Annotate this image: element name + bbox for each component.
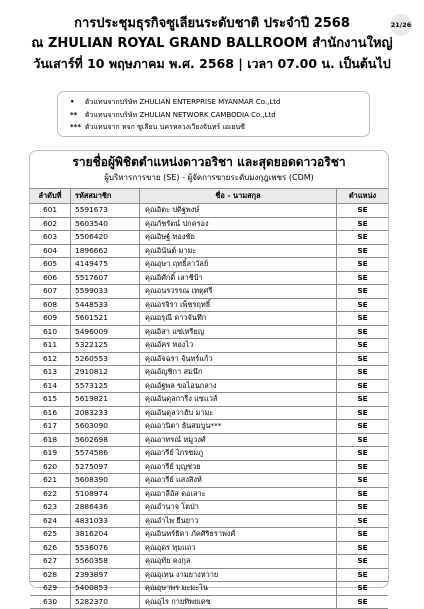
table-row (30, 325, 388, 339)
table-row (30, 312, 388, 326)
table-row (30, 393, 388, 407)
member-table (30, 188, 388, 609)
table-header-row (30, 189, 388, 204)
cell-position: SE (337, 339, 389, 353)
cell-member-id: 5517607 (71, 271, 140, 285)
table-row (30, 379, 388, 393)
cell-position: SE (337, 433, 389, 447)
cell-member-id: 5536076 (71, 541, 140, 555)
cell-name: คุณอุเทน งามยางหวาย (140, 568, 337, 582)
cell-member-id: 2393897 (71, 568, 140, 582)
cell-no: 611 (30, 339, 71, 353)
table-row (30, 568, 388, 582)
cell-name: คุณกัชรัตน์ ปกครอง (140, 217, 337, 231)
table-row (30, 258, 388, 272)
cell-position: SE (337, 217, 389, 231)
legend-note (70, 109, 369, 122)
cell-no: 615 (30, 393, 71, 407)
cell-no: 610 (30, 325, 71, 339)
cell-name: คุณอนรวรรณ เทตุศรี (140, 285, 337, 299)
cell-no: 604 (30, 244, 71, 258)
table-row (30, 406, 388, 420)
cell-position: SE (337, 271, 389, 285)
cell-position: SE (337, 514, 389, 528)
cell-position: SE (337, 231, 389, 245)
cell-no: 622 (30, 487, 71, 501)
cell-position: SE (337, 406, 389, 420)
cell-position: SE (337, 312, 389, 326)
cell-no: 621 (30, 474, 71, 488)
table-row (30, 420, 388, 434)
cell-name: คุณอารีย์ ไกรชมภู (140, 447, 337, 461)
cell-position: SE (337, 325, 389, 339)
table-row (30, 217, 388, 231)
header-date-line: วันเสาร์ที่ 10 พฤษภาคม พ.ศ. 2568 | เวลา 07.00 น. เป็นต้นไป (33, 56, 391, 71)
cell-no: 607 (30, 285, 71, 299)
cell-name: คุณอินทร์ธิดา ภัคศิริธราพงศ์ (140, 528, 337, 542)
table-row (30, 433, 388, 447)
cell-position: SE (337, 285, 389, 299)
table-row (30, 298, 388, 312)
cell-position: SE (337, 258, 389, 272)
cell-no: 623 (30, 501, 71, 515)
cell-no: 606 (30, 271, 71, 285)
cell-position: SE (337, 474, 389, 488)
cell-name: คุณอำนาจ โตป่า (140, 501, 337, 515)
cell-position: SE (337, 447, 389, 461)
table-row (30, 231, 388, 245)
list-title: รายชื่อผู้พิชิตตำแหน่งดาวอริชา และสุดยอดดาวอริชา (72, 155, 346, 169)
cell-position: SE (337, 244, 389, 258)
cell-no: 627 (30, 555, 71, 569)
cell-member-id: 5275097 (71, 460, 140, 474)
cell-name: คุณอินันต์ มามะ (140, 244, 337, 258)
member-list-panel (29, 150, 389, 606)
cell-member-id: 5599033 (71, 285, 140, 299)
cell-member-id: 5573125 (71, 379, 140, 393)
table-row (30, 474, 388, 488)
legend-text: ตัวแทนจาก หจก ซูเลียน นครหลวงเวียงจันทร์ เอเยนซี (85, 123, 246, 131)
cell-no: 625 (30, 528, 71, 542)
table-row (30, 244, 388, 258)
cell-name: คุณอุษาพร มะมะไน (140, 582, 337, 596)
column-header-position: ตำแหน่ง (337, 189, 389, 204)
cell-name: คุณอุไร กายทิพยเดช (140, 595, 337, 609)
cell-name: คุณอุทัย คงกุล (140, 555, 337, 569)
cell-position: SE (337, 555, 389, 569)
cell-position: SE (337, 366, 389, 380)
table-row (30, 514, 388, 528)
cell-name: คุณอานิตา ธันสมบูน*** (140, 420, 337, 434)
cell-position: SE (337, 501, 389, 515)
cell-name: คุณอาทรณ์ หมูวงศ์ (140, 433, 337, 447)
cell-name: คุณอิศักดิ์ เลาชีป้า (140, 271, 337, 285)
cell-name: คุณอารีย์ บุญช่วย (140, 460, 337, 474)
cell-name: คุณอันดุลวาฮับ มามะ (140, 406, 337, 420)
legend-text: ตัวแทนจากบริษัท ZHULIAN ENTERPRISE MYANMAR Co.,Ltd (85, 98, 281, 106)
table-row (30, 447, 388, 461)
cell-no: 601 (30, 204, 71, 218)
legend-note (70, 96, 369, 109)
cell-member-id: 5591673 (71, 204, 140, 218)
header-title-line: การประชุมธุรกิจซูเลียนระดับชาติ ประจำปี 2568 (74, 16, 350, 31)
cell-name: คุณอิษฐ์ ทองชัย (140, 231, 337, 245)
table-row (30, 541, 388, 555)
cell-no: 602 (30, 217, 71, 231)
cell-position: SE (337, 582, 389, 596)
cell-position: SE (337, 528, 389, 542)
cell-no: 613 (30, 366, 71, 380)
cell-no: 605 (30, 258, 71, 272)
table-body (30, 204, 388, 609)
table-row (30, 501, 388, 515)
column-header-no: ลำดับที่ (30, 189, 71, 204)
cell-name: คุณอิสา แซ่เหรียญ (140, 325, 337, 339)
cell-member-id: 4149475 (71, 258, 140, 272)
cell-position: SE (337, 298, 389, 312)
cell-position: SE (337, 393, 389, 407)
cell-name: คุณอันดุลการีง แซแวส์ (140, 393, 337, 407)
legend-mark: • (70, 98, 75, 106)
cell-member-id: 5108974 (71, 487, 140, 501)
cell-no: 608 (30, 298, 71, 312)
cell-member-id: 5400853 (71, 582, 140, 596)
cell-member-id: 4831033 (71, 514, 140, 528)
cell-position: SE (337, 420, 389, 434)
cell-name: คุณอรจิรา เพ็ชรฤทธิ์ (140, 298, 337, 312)
cell-name: คุณอำไพ ยืนยาว (140, 514, 337, 528)
cell-member-id: 5506420 (71, 231, 140, 245)
legend-text: ตัวแทนจากบริษัท ZHULIAN NETWORK CAMBODIA Co.,Ltd (85, 110, 276, 119)
cell-member-id: 5496009 (71, 325, 140, 339)
cell-member-id: 5601521 (71, 312, 140, 326)
cell-member-id: 2083233 (71, 406, 140, 420)
list-subtitle: ผู้บริหารการขาย (SE) - ผู้จัดการขายระดับมงกุฎเพชร (CDM) (104, 173, 314, 182)
cell-no: 609 (30, 312, 71, 326)
cell-name: คุณอัญชิกา สมนึก (140, 366, 337, 380)
cell-member-id: 5322125 (71, 339, 140, 353)
table-row (30, 595, 388, 609)
table-row (30, 555, 388, 569)
cell-name: คุณอุดร ทุมแถว (140, 541, 337, 555)
cell-member-id: 2886436 (71, 501, 140, 515)
cell-member-id: 5574586 (71, 447, 140, 461)
cell-member-id: 5448533 (71, 298, 140, 312)
cell-name: คุณอุษา ฤทธิ์ลาวัลย์ (140, 258, 337, 272)
column-header-name: ชื่อ - นามสกุล (140, 189, 337, 204)
cell-name: คุณอารีย์ แสงสิงห์ (140, 474, 337, 488)
cell-member-id: 5619821 (71, 393, 140, 407)
table-row (30, 204, 388, 218)
cell-member-id: 2910812 (71, 366, 140, 380)
cell-member-id: 5608390 (71, 474, 140, 488)
table-row (30, 487, 388, 501)
table-row (30, 366, 388, 380)
cell-no: 626 (30, 541, 71, 555)
cell-no: 624 (30, 514, 71, 528)
cell-position: SE (337, 204, 389, 218)
cell-name: คุณอาลีอัส ดอเลาะ (140, 487, 337, 501)
cell-no: 612 (30, 352, 71, 366)
table-row (30, 528, 388, 542)
table-row (30, 285, 388, 299)
table-row (30, 460, 388, 474)
cell-position: SE (337, 352, 389, 366)
cell-member-id: 5603090 (71, 420, 140, 434)
cell-position: SE (337, 487, 389, 501)
cell-name: คุณอิตะ ปดิฐพงษ์ (140, 204, 337, 218)
table-row (30, 352, 388, 366)
cell-member-id: 3816204 (71, 528, 140, 542)
table-row (30, 582, 388, 596)
cell-no: 614 (30, 379, 71, 393)
table-row (30, 271, 388, 285)
cell-name: คุณอรุณี ดาวจันทึก (140, 312, 337, 326)
document-header (0, 14, 424, 74)
cell-no: 629 (30, 582, 71, 596)
cell-name: คุณอัจฉรา จันทร์แก้ว (140, 352, 337, 366)
cell-member-id: 5260553 (71, 352, 140, 366)
cell-member-id: 5560358 (71, 555, 140, 569)
cell-no: 603 (30, 231, 71, 245)
legend-mark: *** (70, 123, 81, 131)
cell-position: SE (337, 379, 389, 393)
cell-member-id: 1896662 (71, 244, 140, 258)
cell-member-id: 5603540 (71, 217, 140, 231)
cell-position: SE (337, 541, 389, 555)
legend-mark: ** (70, 110, 78, 119)
legend-note (70, 121, 369, 134)
cell-position: SE (337, 595, 389, 609)
page-number-badge: 21/26 (390, 14, 412, 36)
cell-name: คุณอัคร ทองไว (140, 339, 337, 353)
cell-no: 628 (30, 568, 71, 582)
column-header-id: รหัสสมาชิก (71, 189, 140, 204)
cell-no: 630 (30, 595, 71, 609)
header-venue-line: ณ ZHULIAN ROYAL GRAND BALLROOM สำนักงานใหญ่ (31, 36, 393, 51)
cell-no: 620 (30, 460, 71, 474)
cell-position: SE (337, 568, 389, 582)
cell-name: คุณอัฐพล ขอไอนกลาง (140, 379, 337, 393)
cell-no: 619 (30, 447, 71, 461)
cell-no: 618 (30, 433, 71, 447)
cell-no: 616 (30, 406, 71, 420)
cell-member-id: 5602698 (71, 433, 140, 447)
cell-position: SE (337, 460, 389, 474)
legend-notes-box (57, 91, 370, 137)
table-row (30, 339, 388, 353)
cell-no: 617 (30, 420, 71, 434)
cell-member-id: 5282370 (71, 595, 140, 609)
